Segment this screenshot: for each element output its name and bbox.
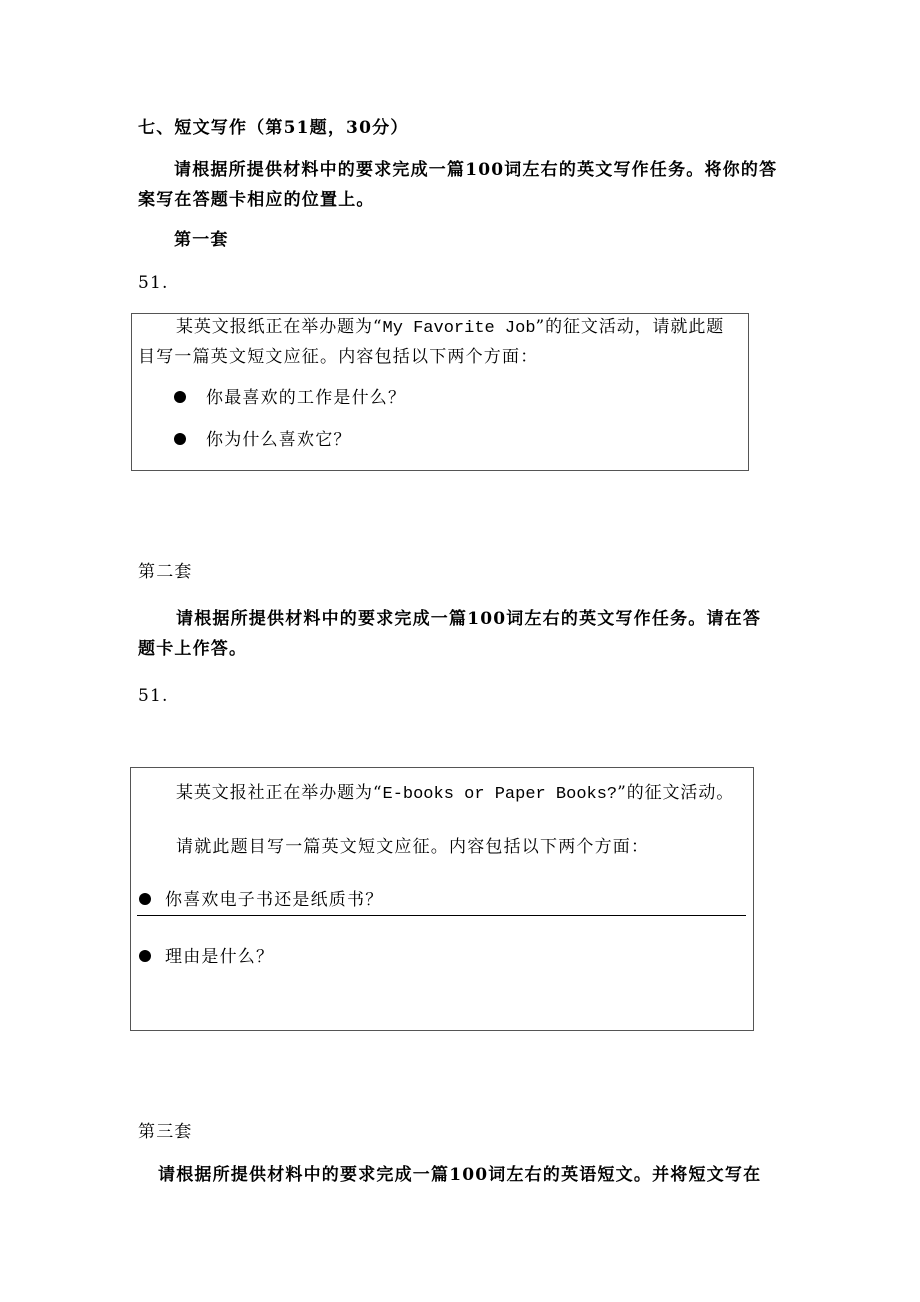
- bullet-icon: [139, 950, 151, 962]
- bullet-text: 你喜欢电子书还是纸质书？: [165, 890, 384, 910]
- section-heading: 七、短文写作（第51题，30分）: [138, 118, 409, 138]
- prompt-text: 某英文报纸正在举办题为“: [176, 317, 383, 337]
- bullet-item: [139, 946, 274, 968]
- bullet-text: 理由是什么？: [165, 947, 275, 967]
- prompt-line: 请就此题目写一篇英文短文应征。内容包括以下两个方面：: [176, 837, 650, 857]
- prompt-title: E-books or Paper Books?: [382, 785, 618, 804]
- divider: [137, 915, 746, 916]
- prompt-line: [176, 782, 734, 806]
- bullet-icon: [174, 391, 186, 403]
- prompt-text: ”的征文活动。: [617, 783, 735, 803]
- set-label: 第三套: [138, 1122, 193, 1142]
- prompt-title: My Favorite Job: [382, 319, 536, 338]
- bullet-text: 你为什么喜欢它？: [206, 430, 352, 450]
- instruction-line: 请根据所提供材料中的要求完成一篇100词左右的英语短文。并将短文写在: [158, 1165, 762, 1185]
- question-number: 51.: [138, 686, 169, 706]
- bullet-icon: [174, 433, 186, 445]
- bullet-item: [174, 387, 406, 409]
- bullet-text: 你最喜欢的工作是什么？: [206, 388, 407, 408]
- bullet-icon: [139, 893, 151, 905]
- prompt-line: 目写一篇英文短文应征。内容包括以下两个方面：: [138, 347, 539, 367]
- instruction-line: 请根据所提供材料中的要求完成一篇100词左右的英文写作任务。请在答: [176, 609, 762, 629]
- set-label: 第二套: [138, 562, 193, 582]
- bullet-item: [139, 889, 383, 911]
- prompt-text: 某英文报社正在举办题为“: [176, 783, 383, 803]
- prompt-text: ”的征文活动，请就此题: [535, 317, 725, 337]
- instruction-line: 请根据所提供材料中的要求完成一篇100词左右的英文写作任务。将你的答: [174, 160, 778, 180]
- bullet-item: [174, 429, 352, 451]
- instruction-line: 题卡上作答。: [138, 639, 248, 659]
- set-label: 第一套: [174, 230, 229, 250]
- question-number: 51.: [138, 273, 169, 293]
- prompt-line: [176, 316, 724, 340]
- instruction-line: 案写在答题卡相应的位置上。: [138, 190, 375, 210]
